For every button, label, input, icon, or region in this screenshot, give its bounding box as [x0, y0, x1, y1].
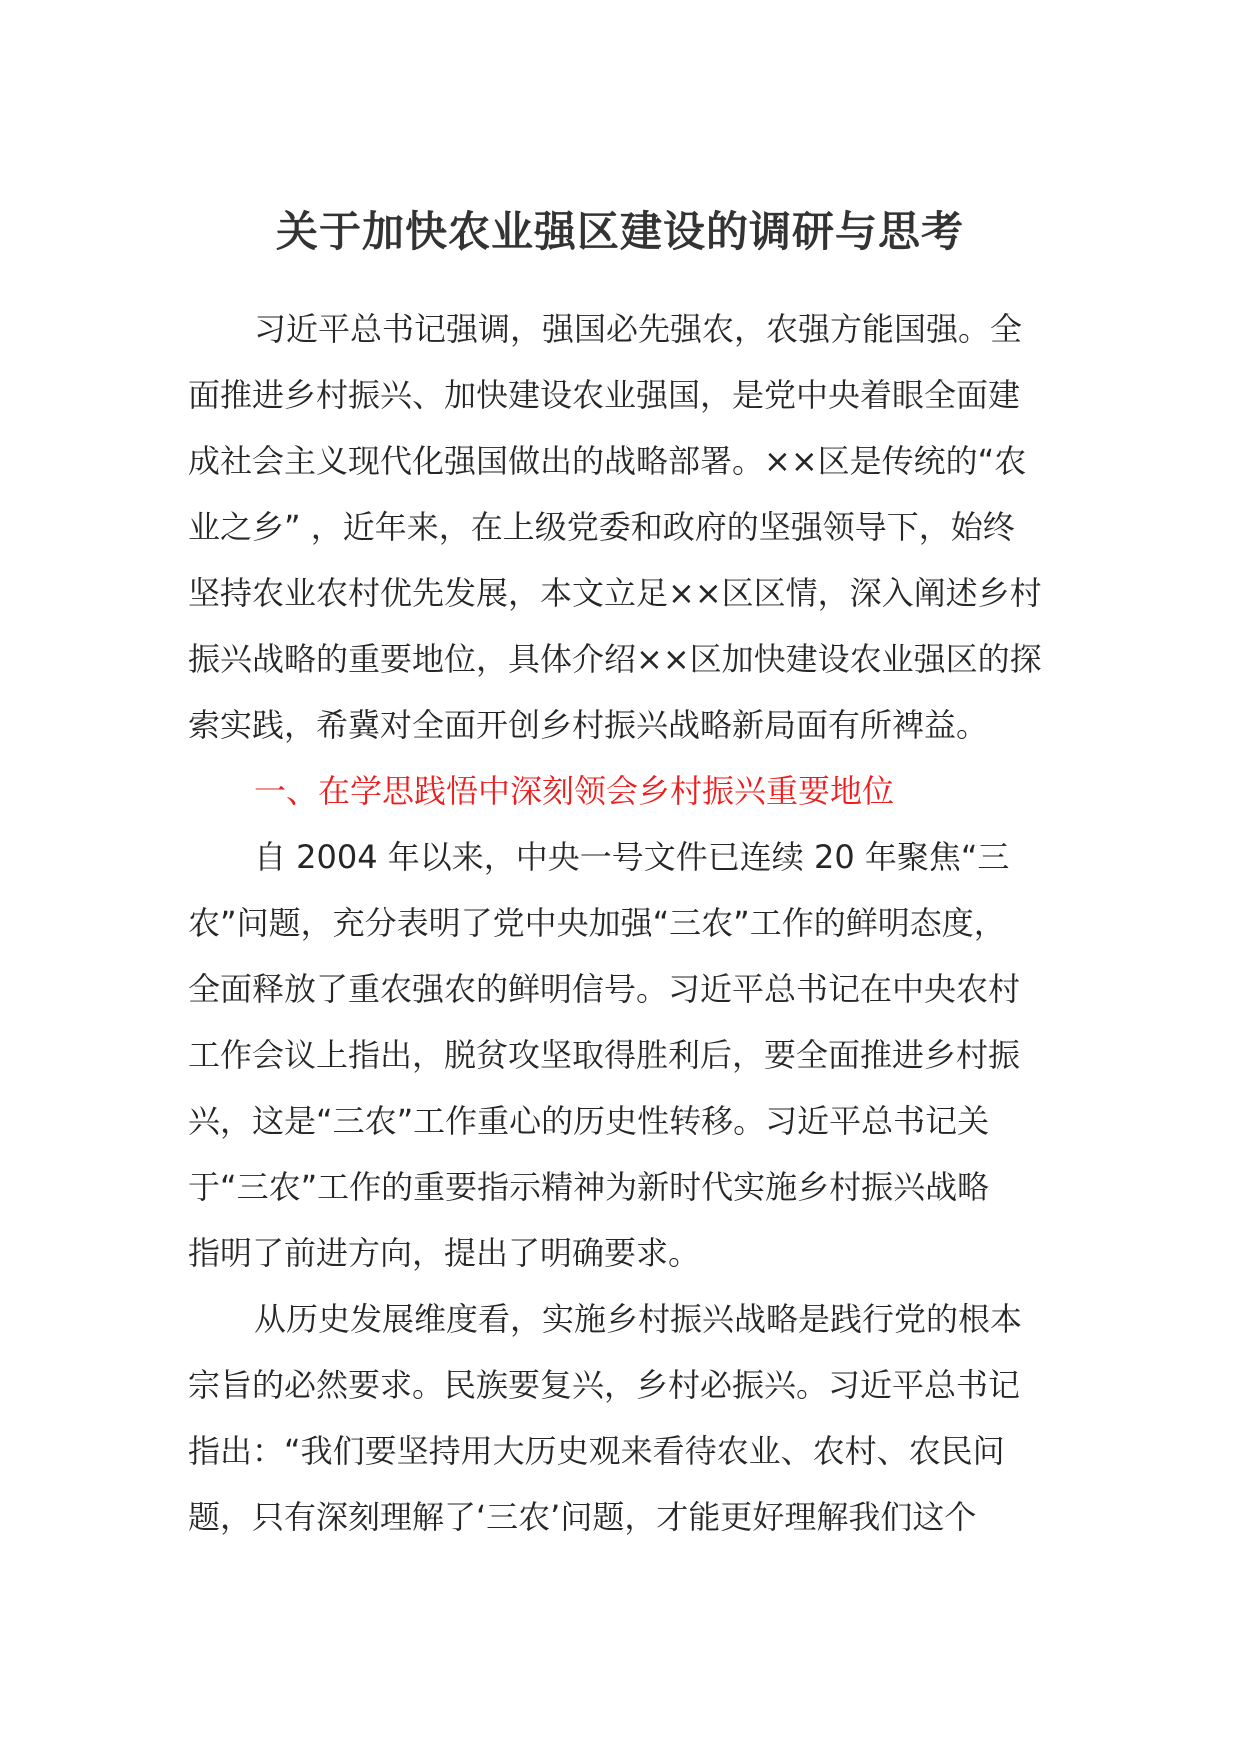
text-line: 题，只有深刻理解了‘三农’问题，才能更好理解我们这个 [188, 1498, 977, 1536]
text-line: 从历史发展维度看，实施乡村振兴战略是践行党的根本 [254, 1300, 1023, 1338]
text-line: 成社会主义现代化强国做出的战略部署。××区是传统的“农 [188, 442, 1027, 480]
paragraph-2 [188, 824, 1050, 1286]
text-line: 面推进乡村振兴、加快建设农业强国，是党中央着眼全面建 [188, 376, 1021, 414]
text-line: 工作会议上指出，脱贫攻坚取得胜利后，要全面推进乡村振 [188, 1036, 1021, 1074]
text-line: 兴，这是“三农”工作重心的历史性转移。习近平总书记关 [188, 1102, 990, 1140]
text-line: 于“三农”工作的重要指示精神为新时代实施乡村振兴战略 [188, 1168, 990, 1206]
text-line: 索实践，希冀对全面开创乡村振兴战略新局面有所裨益。 [188, 706, 989, 744]
paragraph-1 [188, 296, 1050, 758]
text-line: 业之乡” ，近年来，在上级党委和政府的坚强领导下，始终 [188, 508, 1015, 546]
section-1-heading: 一、在学思践悟中深刻领会乡村振兴重要地位 [254, 772, 895, 810]
document-body [188, 296, 1050, 1550]
text-line: 宗旨的必然要求。民族要复兴，乡村必振兴。习近平总书记 [188, 1366, 1021, 1404]
text-line: 全面释放了重农强农的鲜明信号。习近平总书记在中央农村 [188, 970, 1021, 1008]
text-line: 指出：“我们要坚持用大历史观来看待农业、农村、农民问 [188, 1432, 1005, 1470]
text-line: 坚持农业农村优先发展，本文立足××区区情，深入阐述乡村 [188, 574, 1042, 612]
text-line: 指明了前进方向，提出了明确要求。 [188, 1234, 701, 1272]
text-line: 习近平总书记强调，强国必先强农，农强方能国强。全 [254, 310, 1023, 348]
document-title: 关于加快农业强区建设的调研与思考 [275, 207, 964, 256]
text-line: 自 2004 年以来，中央一号文件已连续 20 年聚焦“三 [254, 838, 1010, 876]
section-heading [188, 758, 1050, 824]
paragraph-3 [188, 1286, 1050, 1550]
text-line: 振兴战略的重要地位，具体介绍××区加快建设农业强区的探 [188, 640, 1042, 678]
text-line: 农”问题，充分表明了党中央加强“三农”工作的鲜明态度， [188, 904, 1006, 942]
